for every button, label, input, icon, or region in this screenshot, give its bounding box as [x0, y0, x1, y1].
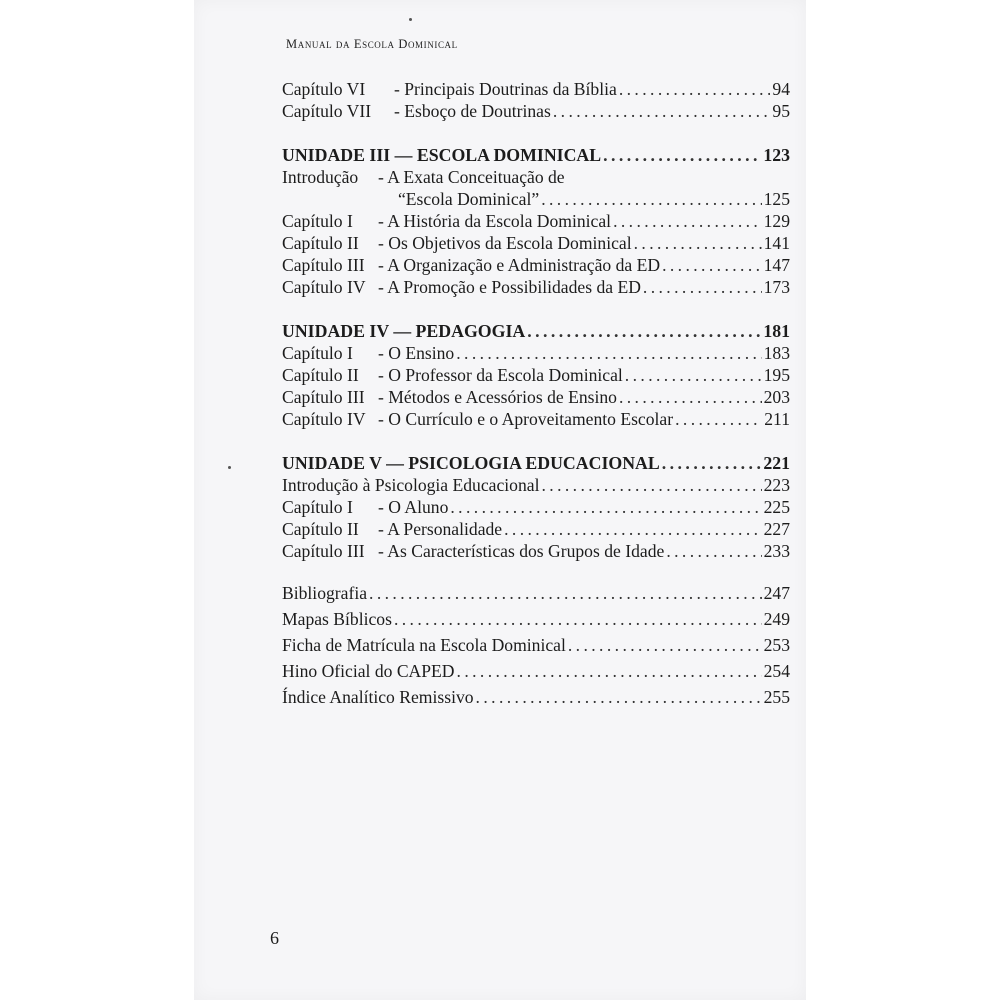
- toc-entry: [282, 632, 790, 658]
- chapter-label: Capítulo II: [282, 233, 359, 253]
- leader-dots: [568, 632, 762, 658]
- toc-entry: [282, 276, 790, 298]
- page-number: 253: [763, 635, 790, 655]
- page-number: 203: [763, 387, 790, 407]
- toc-entry: [282, 518, 790, 540]
- leader-dots: [634, 232, 762, 254]
- toc-entry: [282, 188, 790, 210]
- intro-title: Introdução à Psicologia Educacional: [282, 475, 540, 495]
- chapter-title: - A Personalidade: [378, 519, 503, 539]
- chapter-label: Capítulo III: [282, 387, 365, 407]
- page-number: 223: [763, 475, 790, 495]
- intro-label: Introdução: [282, 167, 359, 187]
- page-number: 195: [763, 365, 790, 385]
- page-number: 227: [763, 519, 790, 539]
- chapter-title: - As Características dos Grupos de Idade: [378, 541, 665, 561]
- chapter-label: Capítulo II: [282, 519, 359, 539]
- toc-entry: [282, 232, 790, 254]
- toc-entry: [282, 580, 790, 606]
- toc-entry: [282, 78, 790, 100]
- unit-title: UNIDADE IV — PEDAGOGIA: [282, 321, 526, 341]
- toc-entry: [282, 658, 790, 684]
- chapter-title: - A Organização e Administração da ED: [378, 255, 661, 275]
- unit-title: UNIDADE V — PSICOLOGIA EDUCACIONAL: [282, 453, 660, 473]
- toc-entry: [282, 364, 790, 386]
- toc-entry: [282, 606, 790, 632]
- back-matter: [282, 580, 790, 710]
- chapter-label: Capítulo I: [282, 497, 353, 517]
- page-number: 123: [763, 145, 790, 165]
- page-number: 129: [763, 211, 790, 231]
- chapter-title: - Métodos e Acessórios de Ensino: [378, 387, 617, 407]
- leader-dots: [369, 580, 762, 606]
- chapter-title: - Principais Doutrinas da Bíblia: [394, 79, 617, 99]
- toc-entry: [282, 474, 790, 496]
- page-number: 94: [772, 79, 790, 99]
- page-number: 211: [764, 409, 790, 429]
- toc-entry: [282, 386, 790, 408]
- page-number: 147: [763, 255, 790, 275]
- leader-dots: [666, 540, 761, 562]
- table-of-contents: [282, 78, 790, 710]
- toc-entry: [282, 540, 790, 562]
- leader-dots: [476, 684, 762, 710]
- chapter-title: - Os Objetivos da Escola Dominical: [378, 233, 632, 253]
- chapter-title: - A História da Escola Dominical: [378, 211, 612, 231]
- toc-entry: [282, 100, 790, 122]
- unit-title: UNIDADE III — ESCOLA DOMINICAL: [282, 145, 602, 165]
- toc-entry: [282, 210, 790, 232]
- leader-dots: [394, 606, 762, 632]
- leader-dots: [527, 320, 761, 342]
- chapter-title: - O Aluno: [378, 497, 449, 517]
- leader-dots: [504, 518, 762, 540]
- chapter-title: - A Promoção e Possibilidades da ED: [378, 277, 641, 297]
- chapter-label: Capítulo VII: [282, 101, 372, 121]
- back-matter-title: Ficha de Matrícula na Escola Dominical: [282, 635, 566, 655]
- leader-dots: [553, 100, 771, 122]
- chapter-label: Capítulo III: [282, 255, 365, 275]
- page-number: 125: [763, 189, 790, 209]
- leader-dots: [662, 452, 762, 474]
- ink-speck: [409, 18, 412, 21]
- leader-dots: [619, 78, 771, 100]
- leader-dots: [662, 254, 762, 276]
- page-number: 255: [763, 687, 790, 707]
- chapter-title: - O Ensino: [378, 343, 455, 363]
- leader-dots: [625, 364, 762, 386]
- leader-dots: [541, 188, 761, 210]
- page-number: 233: [763, 541, 790, 561]
- leader-dots: [603, 144, 761, 166]
- leader-dots: [643, 276, 762, 298]
- toc-entry: [282, 684, 790, 710]
- leader-dots: [675, 408, 762, 430]
- toc-entry: [282, 496, 790, 518]
- chapter-label: Capítulo I: [282, 211, 353, 231]
- leader-dots: [450, 496, 761, 518]
- intro-title: - A Exata Conceituação de: [378, 167, 565, 187]
- page-number: 183: [763, 343, 790, 363]
- page-number: 95: [772, 101, 790, 121]
- chapter-label: Capítulo I: [282, 343, 353, 363]
- page-number: 225: [763, 497, 790, 517]
- leader-dots: [613, 210, 762, 232]
- back-matter-title: Bibliografia: [282, 583, 368, 603]
- running-head: Manual da Escola Dominical: [286, 37, 458, 51]
- chapter-label: Capítulo IV: [282, 409, 366, 429]
- page-number: 141: [763, 233, 790, 253]
- chapter-title: - Esboço de Doutrinas: [394, 101, 551, 121]
- page-number: 254: [763, 661, 790, 681]
- leader-dots: [456, 342, 761, 364]
- toc-entry: [282, 254, 790, 276]
- leader-dots: [457, 658, 762, 684]
- chapter-title: - O Currículo e o Aproveitamento Escolar: [378, 409, 674, 429]
- toc-entry: [282, 408, 790, 430]
- page-number: 181: [763, 321, 790, 341]
- leader-dots: [541, 474, 761, 496]
- chapter-label: Capítulo IV: [282, 277, 366, 297]
- toc-entry: [282, 342, 790, 364]
- unit-heading: [282, 144, 790, 166]
- leader-dots: [619, 386, 762, 408]
- page-number: 247: [763, 583, 790, 603]
- page-number: 221: [763, 453, 790, 473]
- unit-heading: [282, 452, 790, 474]
- intro-title-cont: “Escola Dominical”: [398, 189, 540, 209]
- page-folio: 6: [270, 928, 279, 948]
- back-matter-title: Hino Oficial do CAPED: [282, 661, 455, 681]
- page-number: 249: [763, 609, 790, 629]
- toc-entry-intro: [282, 166, 790, 188]
- ink-speck: [228, 466, 231, 469]
- chapter-title: - O Professor da Escola Dominical: [378, 365, 623, 385]
- chapter-label: Capítulo III: [282, 541, 365, 561]
- page-number: 173: [763, 277, 790, 297]
- unit-heading: [282, 320, 790, 342]
- back-matter-title: Índice Analítico Remissivo: [282, 687, 474, 707]
- chapter-label: Capítulo II: [282, 365, 359, 385]
- back-matter-title: Mapas Bíblicos: [282, 609, 392, 629]
- chapter-label: Capítulo VI: [282, 79, 366, 99]
